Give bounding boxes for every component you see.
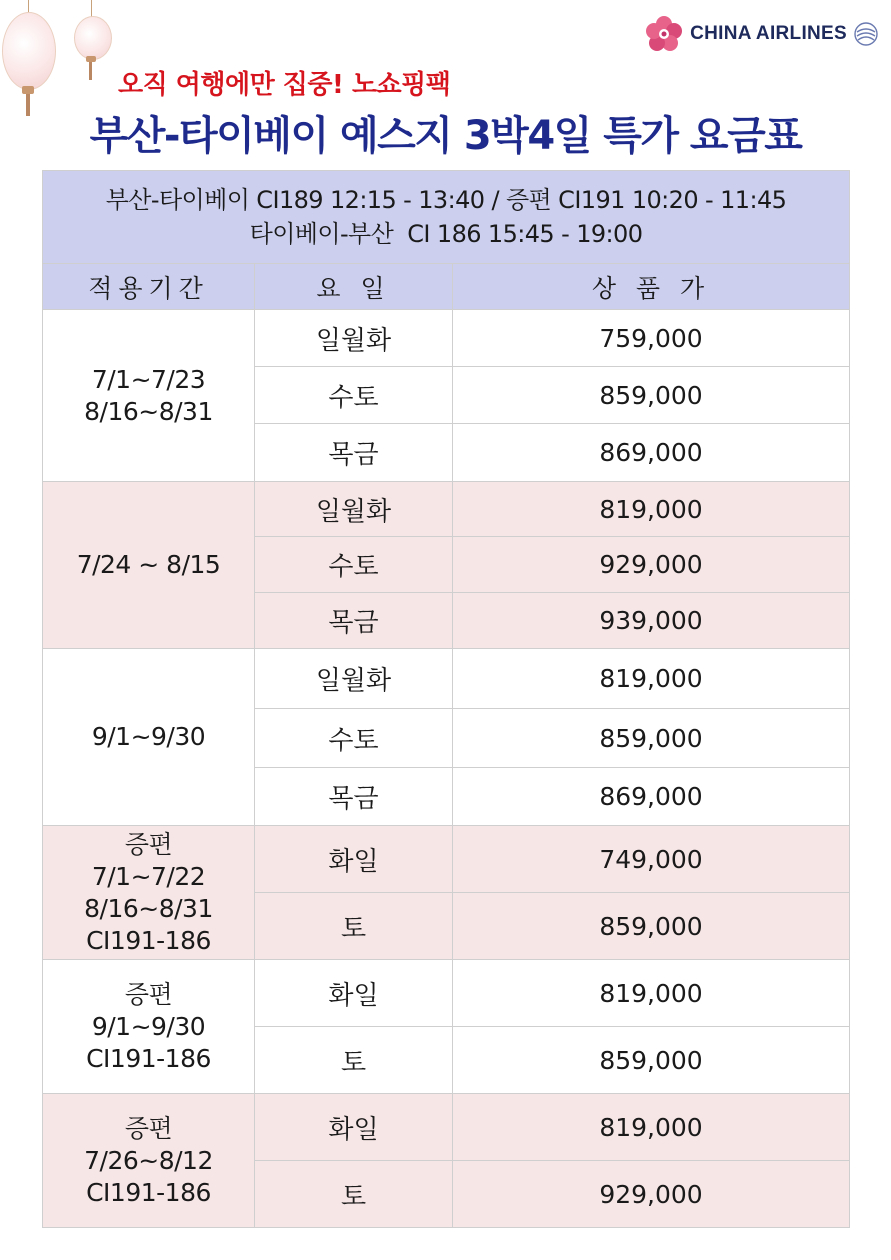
day-cell: 목금 <box>255 593 453 649</box>
flight-schedule <box>43 171 850 264</box>
period-line: 증편 <box>124 1113 173 1143</box>
period-line: 8/16~8/31 <box>84 893 213 923</box>
fare-row <box>43 310 850 367</box>
price-cell: 859,000 <box>453 893 850 960</box>
day-cell: 토 <box>255 893 453 960</box>
price-cell: 929,000 <box>453 537 850 593</box>
fare-table <box>42 170 850 1228</box>
price-cell: 819,000 <box>453 649 850 709</box>
day-cell: 토 <box>255 1161 453 1228</box>
period-line: 9/1~9/30 <box>91 722 206 751</box>
period-line: 증편 <box>124 979 173 1009</box>
period-line: 증편 <box>124 829 173 859</box>
period-line: CI191-186 <box>86 1043 211 1073</box>
flight-schedule-outbound: 부산-타이베이 CI189 12:15 - 13:40 / 증편 CI191 10:20 - 11:45 <box>105 186 787 214</box>
lantern-decoration-left <box>0 0 60 120</box>
brand-name: CHINA AIRLINES <box>690 23 847 44</box>
plum-blossom-icon <box>644 14 684 54</box>
price-cell: 859,000 <box>453 709 850 768</box>
day-cell: 일월화 <box>255 310 453 367</box>
flight-schedule-return: 타이베이-부산 CI 186 15:45 - 19:00 <box>249 220 643 248</box>
fare-row <box>43 482 850 537</box>
day-cell: 수토 <box>255 367 453 424</box>
period-cell <box>43 649 255 826</box>
day-cell: 수토 <box>255 709 453 768</box>
price-cell: 859,000 <box>453 367 850 424</box>
fare-row <box>43 960 850 1027</box>
column-header-days: 요 일 <box>255 264 453 310</box>
price-cell: 819,000 <box>453 960 850 1027</box>
period-line: 7/24 ~ 8/15 <box>76 550 221 579</box>
price-cell: 859,000 <box>453 1027 850 1094</box>
period-cell <box>43 1094 255 1228</box>
period-cell <box>43 310 255 482</box>
fare-row <box>43 1094 850 1161</box>
page-title: 부산-타이베이 예스지 3박4일 특가 요금표 <box>89 113 802 159</box>
price-cell: 759,000 <box>453 310 850 367</box>
price-cell: 869,000 <box>453 424 850 482</box>
day-cell: 화일 <box>255 1094 453 1161</box>
day-cell: 토 <box>255 1027 453 1094</box>
promo-subtitle: 오직 여행에만 집중! 노쇼핑팩 <box>118 70 451 100</box>
day-cell: 목금 <box>255 768 453 826</box>
fare-row <box>43 826 850 893</box>
price-cell: 929,000 <box>453 1161 850 1228</box>
price-cell: 819,000 <box>453 482 850 537</box>
price-cell: 749,000 <box>453 826 850 893</box>
column-header-price: 상 품 가 <box>453 264 850 310</box>
day-cell: 수토 <box>255 537 453 593</box>
price-cell: 869,000 <box>453 768 850 826</box>
price-cell: 939,000 <box>453 593 850 649</box>
skyteam-icon <box>853 21 879 47</box>
day-cell: 일월화 <box>255 649 453 709</box>
day-cell: 목금 <box>255 424 453 482</box>
fare-row <box>43 649 850 709</box>
period-line: 7/1~7/22 <box>91 861 206 891</box>
period-line: 8/16~8/31 <box>84 396 213 426</box>
period-cell <box>43 482 255 649</box>
period-line: CI191-186 <box>86 1177 211 1207</box>
day-cell: 화일 <box>255 826 453 893</box>
china-airlines-logo <box>644 14 879 54</box>
lantern-decoration-right <box>70 0 116 90</box>
price-cell: 819,000 <box>453 1094 850 1161</box>
period-cell <box>43 960 255 1094</box>
period-line: 7/1~7/23 <box>91 364 206 394</box>
day-cell: 일월화 <box>255 482 453 537</box>
period-line: 9/1~9/30 <box>91 1011 206 1041</box>
period-cell <box>43 826 255 960</box>
period-line: CI191-186 <box>86 925 211 955</box>
column-header-period: 적용기간 <box>43 264 255 310</box>
period-line: 7/26~8/12 <box>84 1145 213 1175</box>
day-cell: 화일 <box>255 960 453 1027</box>
